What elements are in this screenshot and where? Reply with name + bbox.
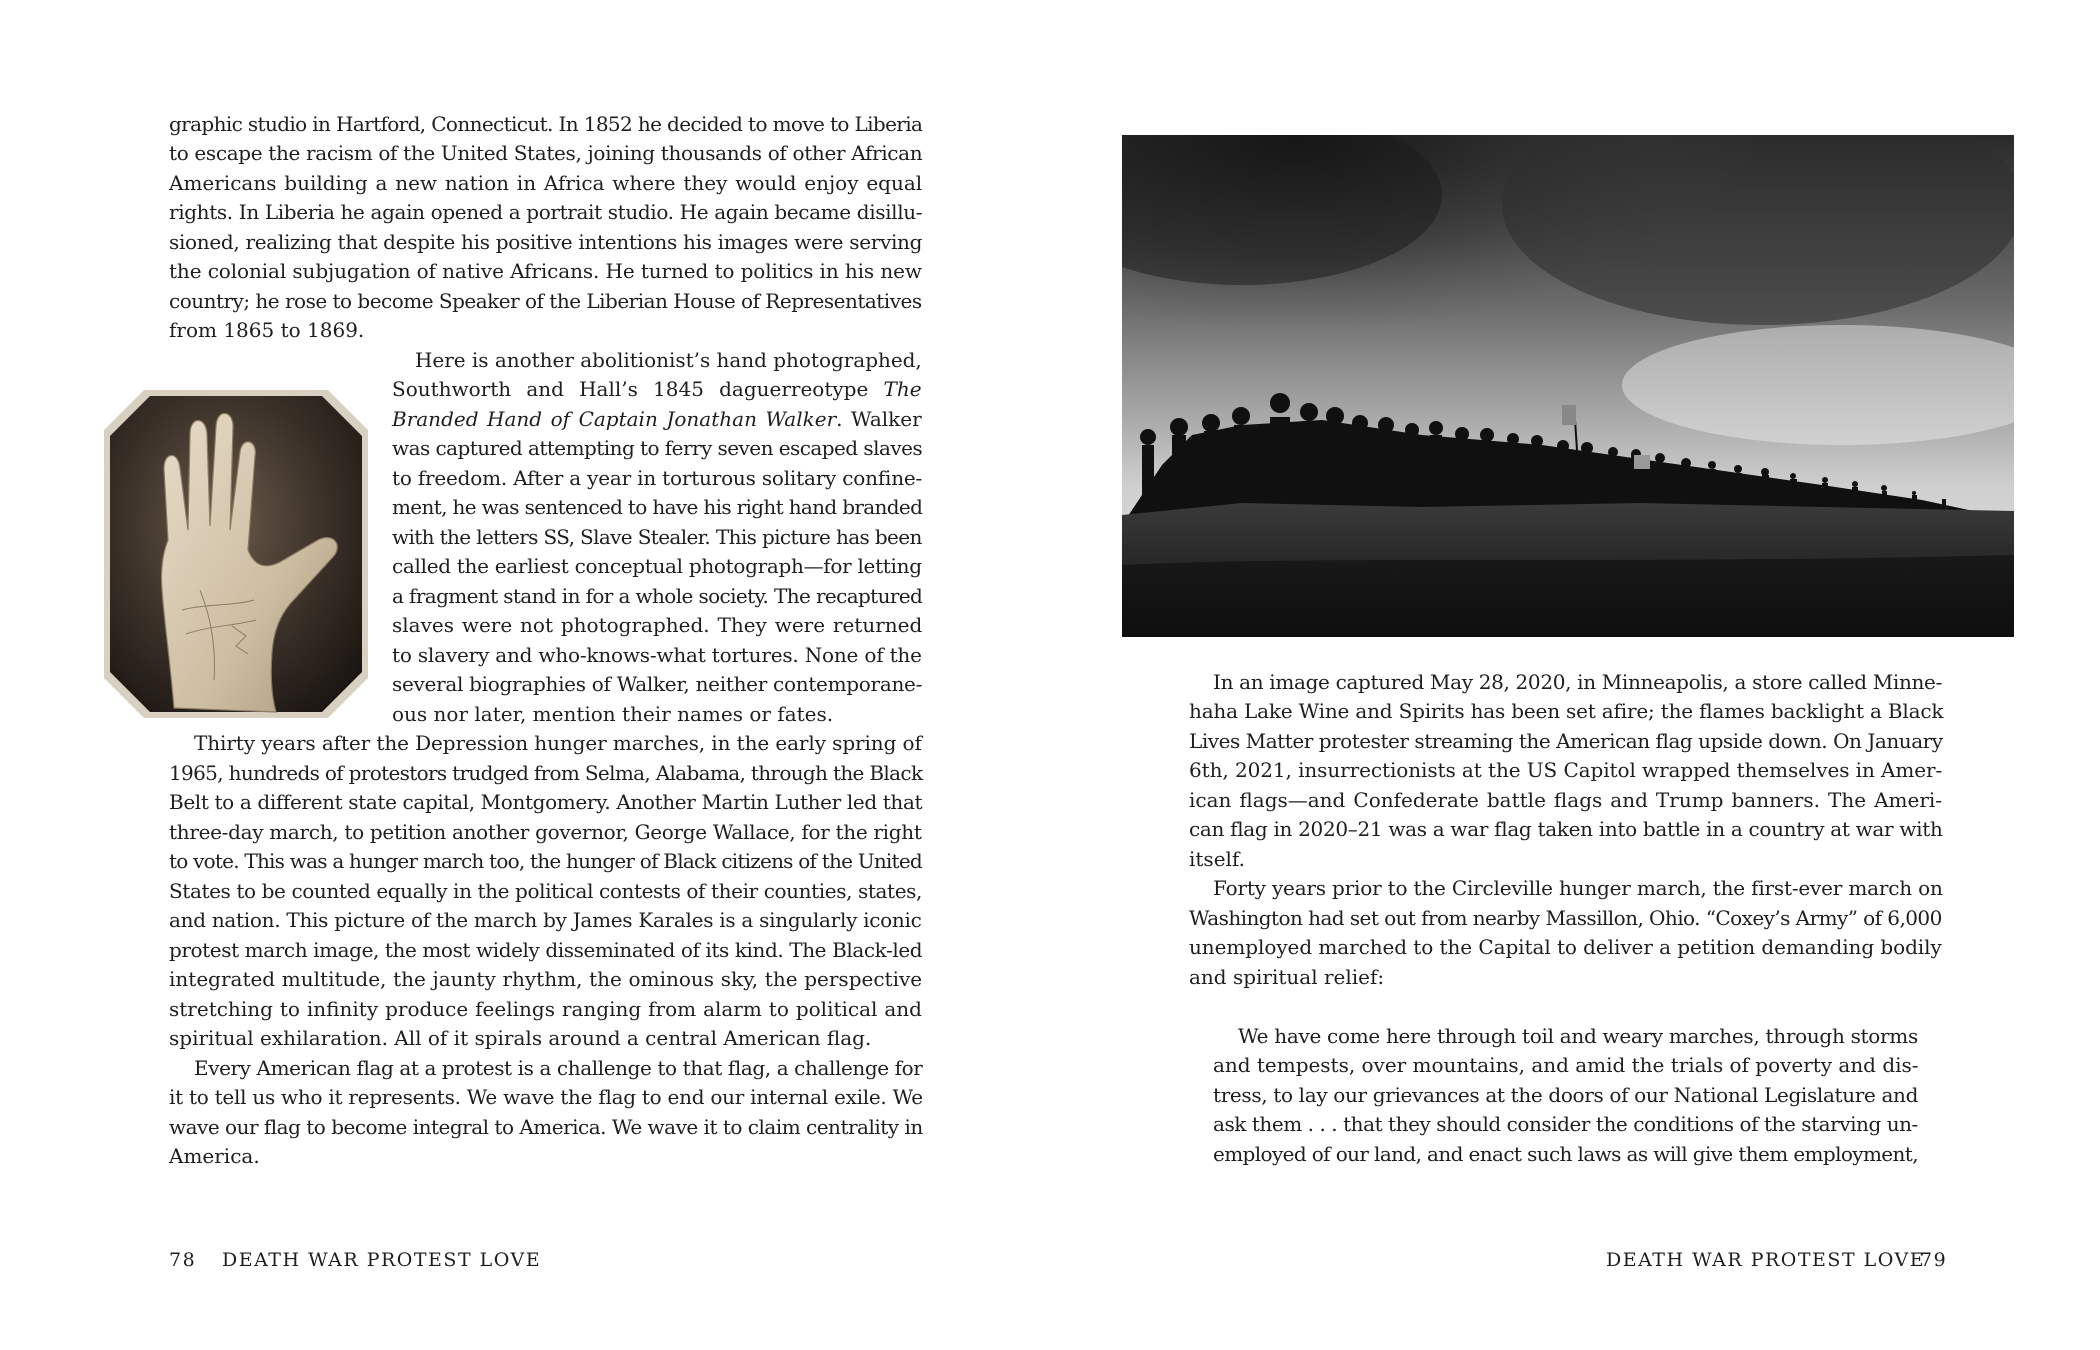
left-line-29: protest march image, the most widely disseminated of its kind. The Black-led xyxy=(169,938,923,962)
left-line-21: ous nor later, mention their names or fates. xyxy=(392,702,834,726)
left-line-27: States to be counted equally in the political contests of their counties, states, xyxy=(169,879,922,903)
left-line-34: it to tell us who it represents. We wave the flag to end our internal exile. We xyxy=(169,1085,923,1109)
right-line-16: employed of our land, and enact such laws as will give them employment, xyxy=(1213,1142,1918,1166)
right-line-8: Forty years prior to the Circleville hunger march, the first-ever march on xyxy=(1213,876,1943,900)
left-line-10: Southworth and Hall’s 1845 daguerreotype The xyxy=(392,377,922,401)
left-line-22: Thirty years after the Depression hunger marches, in the early spring of xyxy=(194,731,922,755)
left-line-35: wave our flag to become integral to America. We wave it to claim centrality in xyxy=(169,1115,923,1139)
left-line-12: was captured attempting to ferry seven escaped slaves xyxy=(392,436,923,460)
left-line-25: three-day march, to petition another governor, George Wallace, for the right xyxy=(169,820,922,844)
right-line-4: 6th, 2021, insurrectionists at the US Capitol wrapped themselves in Amer- xyxy=(1189,758,1943,782)
right-line-9: Washington had set out from nearby Massillon, Ohio. “Coxey’s Army” of 6,000 xyxy=(1189,906,1942,930)
left-page-number: 78 xyxy=(169,1249,197,1271)
right-line-10: unemployed marched to the Capital to deliver a petition demanding bodily xyxy=(1189,935,1942,959)
left-line-19: to slavery and who-knows-what tortures. None of the xyxy=(392,643,922,667)
left-line-1: graphic studio in Hartford, Connecticut. In 1852 he decided to move to Liberia xyxy=(169,112,923,136)
right-line-12: We have come here through toil and weary marches, through storms xyxy=(1238,1024,1918,1048)
left-line-15: with the letters SS, Slave Stealer. This picture has been xyxy=(392,525,922,549)
left-line-11: Branded Hand of Captain Jonathan Walker. Walker xyxy=(392,407,922,431)
right-line-14: tress, to lay our grievances at the doors of our National Legislature and xyxy=(1213,1083,1919,1107)
left-line-20: several biographies of Walker, neither contemporane- xyxy=(392,672,923,696)
right-line-6: can flag in 2020–21 was a war flag taken into battle in a country at war with xyxy=(1189,817,1943,841)
right-page-number: 79 xyxy=(1920,1249,1948,1271)
left-line-33: Every American flag at a protest is a challenge to that flag, a challenge for xyxy=(194,1056,923,1080)
right-line-7: itself. xyxy=(1189,847,1245,871)
right-line-5: ican flags—and Confederate battle flags and Trump banners. The Ameri- xyxy=(1189,788,1943,812)
right-line-3: Lives Matter protester streaming the American flag upside down. On January xyxy=(1189,729,1943,753)
left-line-31: stretching to infinity produce feelings ranging from alarm to political and xyxy=(169,997,922,1021)
right-running-head: DEATH WAR PROTEST LOVE xyxy=(1606,1249,1926,1271)
left-line-6: the colonial subjugation of native Africans. He turned to politics in his new xyxy=(169,259,922,283)
left-line-4: rights. In Liberia he again opened a portrait studio. He again became disillu- xyxy=(169,200,923,224)
left-line-30: integrated multitude, the jaunty rhythm, the ominous sky, the perspective xyxy=(169,967,923,991)
left-line-23: 1965, hundreds of protestors trudged from Selma, Alabama, through the Black xyxy=(169,761,923,785)
left-line-28: and nation. This picture of the march by James Karales is a singularly iconic xyxy=(169,908,922,932)
right-line-1: In an image captured May 28, 2020, in Minneapolis, a store called Minne- xyxy=(1213,670,1942,694)
left-line-14: ment, he was sentenced to have his right hand branded xyxy=(392,495,923,519)
left-running-head: DEATH WAR PROTEST LOVE xyxy=(222,1249,542,1271)
left-line-8: from 1865 to 1869. xyxy=(169,318,365,342)
left-line-2: to escape the racism of the United States, joining thousands of other African xyxy=(169,141,923,165)
branded-hand-daguerreotype xyxy=(104,390,368,718)
right-line-2: haha Lake Wine and Spirits has been set afire; the flames backlight a Black xyxy=(1189,699,1944,723)
left-line-9: Here is another abolitionist’s hand photographed, xyxy=(415,348,922,372)
left-line-5: sioned, realizing that despite his positive intentions his images were serving xyxy=(169,230,923,254)
left-line-26: to vote. This was a hunger march too, the hunger of Black citizens of the United xyxy=(169,849,922,873)
left-line-17: a fragment stand in for a whole society. The recaptured xyxy=(392,584,923,608)
left-line-13: to freedom. After a year in torturous solitary confine- xyxy=(392,466,923,490)
right-line-11: and spiritual relief: xyxy=(1189,965,1385,989)
left-line-18: slaves were not photographed. They were returned xyxy=(392,613,923,637)
right-line-13: and tempests, over mountains, and amid the trials of poverty and dis- xyxy=(1213,1053,1919,1077)
selma-march-photograph xyxy=(1122,135,2014,637)
left-line-32: spiritual exhilaration. All of it spirals around a central American flag. xyxy=(169,1026,872,1050)
left-line-16: called the earliest conceptual photograph—for letting xyxy=(392,554,922,578)
left-line-3: Americans building a new nation in Africa where they would enjoy equal xyxy=(169,171,923,195)
left-line-7: country; he rose to become Speaker of the Liberian House of Representatives xyxy=(169,289,922,313)
left-line-36: America. xyxy=(169,1144,260,1168)
right-line-15: ask them . . . that they should consider the conditions of the starving un- xyxy=(1213,1112,1918,1136)
left-line-24: Belt to a different state capital, Montgomery. Another Martin Luther led that xyxy=(169,790,923,814)
